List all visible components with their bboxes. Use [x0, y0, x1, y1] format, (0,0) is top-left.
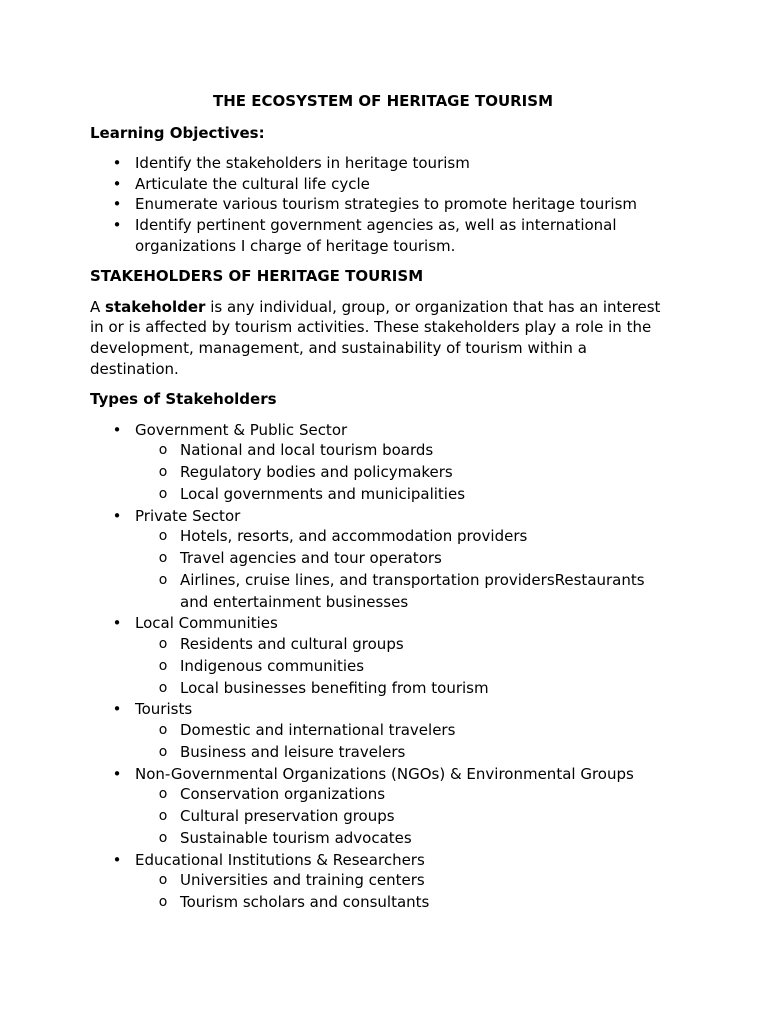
- circle-bullet-icon: o: [158, 679, 168, 696]
- circle-bullet-icon: o: [158, 464, 168, 481]
- list-item: [135, 720, 676, 742]
- category-label: Educational Institutions & Researchers: [135, 850, 425, 869]
- list-item: [135, 870, 676, 892]
- category-label: Non-Governmental Organizations (NGOs) & Environmental Groups: [135, 764, 634, 783]
- circle-bullet-icon: o: [158, 786, 168, 803]
- stakeholder-definition: [90, 297, 676, 379]
- objective-text: Articulate the cultural life cycle: [135, 174, 370, 193]
- subitem-text: Regulatory bodies and policymakers: [180, 463, 453, 482]
- subitem-text: Conservation organizations: [180, 785, 386, 804]
- stakeholder-category: [90, 764, 676, 850]
- list-item: [135, 570, 676, 614]
- subitem-text: Tourism scholars and consultants: [180, 893, 430, 912]
- bullet-icon: •: [112, 700, 122, 719]
- definition-prefix: A: [90, 297, 106, 316]
- learning-objectives-heading: Learning Objectives:: [90, 123, 265, 142]
- stakeholder-category: [90, 506, 676, 614]
- subitem-text: Hotels, resorts, and accommodation providers: [180, 527, 528, 546]
- stakeholder-category: [90, 613, 676, 699]
- list-item: [135, 440, 676, 462]
- subitem-text: Universities and training centers: [180, 871, 425, 890]
- category-label: Government & Public Sector: [135, 420, 348, 439]
- stakeholder-category: [90, 420, 676, 506]
- subitem-text: Domestic and international travelers: [180, 721, 456, 740]
- document-body: [90, 91, 676, 924]
- list-item: [135, 806, 676, 828]
- subitem-text: Business and leisure travelers: [180, 742, 406, 761]
- document-title: THE ECOSYSTEM OF HERITAGE TOURISM: [213, 92, 553, 110]
- objective-text: Identify pertinent government agencies as, well as international organizations I charge of heritage tourism.: [135, 215, 617, 255]
- circle-bullet-icon: o: [158, 829, 168, 846]
- bullet-icon: •: [112, 764, 122, 783]
- list-item: [135, 784, 676, 806]
- objective-text: Identify the stakeholders in heritage tourism: [135, 154, 470, 173]
- bullet-icon: •: [112, 850, 122, 869]
- bullet-icon: •: [112, 420, 122, 439]
- list-item: [135, 678, 676, 700]
- list-item: [135, 526, 676, 548]
- definition-text: is any individual, group, or organization that has an interest in or is affected by tourism activities. These stakeholders play a role in the development, management, and sustainability of tourism within a destination.: [90, 297, 661, 378]
- category-label: Local Communities: [135, 614, 278, 633]
- list-item: [135, 484, 676, 506]
- subitem-text: Travel agencies and tour operators: [180, 549, 442, 568]
- stakeholder-types-list: [90, 420, 676, 914]
- circle-bullet-icon: o: [158, 636, 168, 653]
- subitem-text: Airlines, cruise lines, and transportation providersRestaurants and entertainment businesses: [180, 570, 645, 611]
- category-sublist: [135, 870, 676, 914]
- category-sublist: [135, 720, 676, 764]
- stakeholders-heading: STAKEHOLDERS OF HERITAGE TOURISM: [90, 267, 424, 286]
- bullet-icon: •: [112, 614, 122, 633]
- list-item: [135, 742, 676, 764]
- category-sublist: [135, 526, 676, 613]
- bullet-icon: •: [112, 174, 122, 193]
- types-heading: Types of Stakeholders: [90, 390, 277, 409]
- bullet-icon: •: [112, 215, 122, 234]
- subitem-text: National and local tourism boards: [180, 441, 434, 460]
- subitem-text: Local governments and municipalities: [180, 484, 466, 503]
- list-item: [135, 656, 676, 678]
- list-item: [90, 215, 676, 256]
- circle-bullet-icon: o: [158, 657, 168, 674]
- circle-bullet-icon: o: [158, 571, 168, 588]
- circle-bullet-icon: o: [158, 894, 168, 911]
- list-item: [135, 548, 676, 570]
- circle-bullet-icon: o: [158, 485, 168, 502]
- category-sublist: [135, 634, 676, 699]
- circle-bullet-icon: o: [158, 743, 168, 760]
- subitem-text: Local businesses benefiting from tourism: [180, 678, 489, 697]
- definition-term: stakeholder: [105, 297, 206, 316]
- bullet-icon: •: [112, 195, 122, 214]
- stakeholder-category: [90, 850, 676, 914]
- list-item: [135, 634, 676, 656]
- list-item: [90, 194, 676, 215]
- circle-bullet-icon: o: [158, 550, 168, 567]
- circle-bullet-icon: o: [158, 872, 168, 889]
- subitem-text: Sustainable tourism advocates: [180, 828, 412, 847]
- category-label: Tourists: [135, 700, 193, 719]
- category-sublist: [135, 440, 676, 505]
- list-item: [135, 828, 676, 850]
- subitem-text: Cultural preservation groups: [180, 807, 395, 826]
- list-item: [90, 174, 676, 195]
- list-item: [135, 892, 676, 914]
- circle-bullet-icon: o: [158, 442, 168, 459]
- objective-text: Enumerate various tourism strategies to promote heritage tourism: [135, 195, 638, 214]
- stakeholder-category: [90, 699, 676, 763]
- circle-bullet-icon: o: [158, 808, 168, 825]
- subitem-text: Residents and cultural groups: [180, 635, 404, 654]
- bullet-icon: •: [112, 154, 122, 173]
- circle-bullet-icon: o: [158, 722, 168, 739]
- list-item: [90, 153, 676, 174]
- learning-objectives-list: [90, 153, 676, 256]
- list-item: [135, 462, 676, 484]
- category-sublist: [135, 784, 676, 849]
- category-label: Private Sector: [135, 506, 241, 525]
- circle-bullet-icon: o: [158, 528, 168, 545]
- subitem-text: Indigenous communities: [180, 656, 365, 675]
- bullet-icon: •: [112, 506, 122, 525]
